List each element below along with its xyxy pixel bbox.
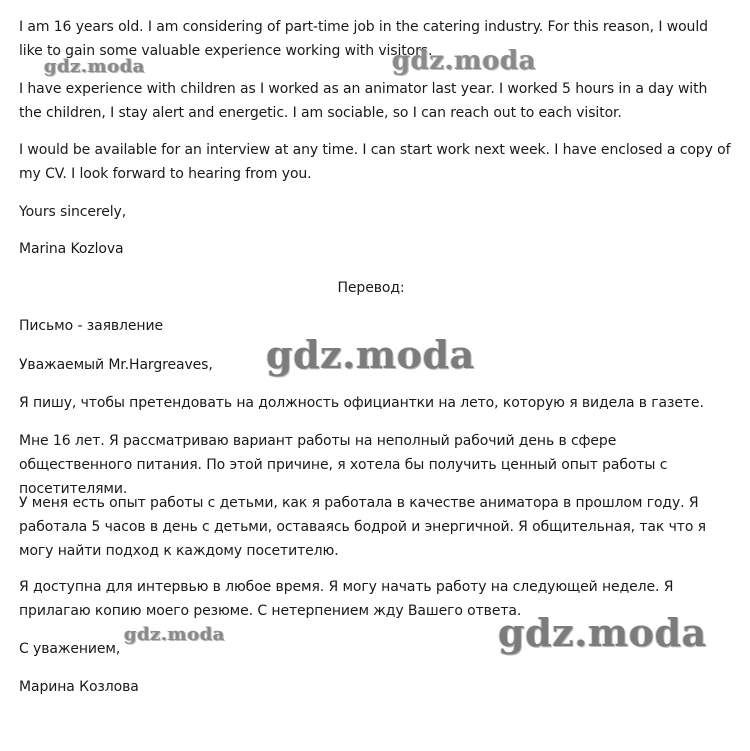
english-paragraph-2: I have experience with children as I worked as an animator last year. I worked 5 hours in a day with the children, I stay alert and energetic. I am sociable, so I can reach out to each visitor. [19,81,708,121]
russian-closing: С уважением, [19,641,121,657]
english-signature: Marina Kozlova [19,241,124,257]
watermark-logo: gdz.moda [392,46,537,76]
english-closing: Yours sincerely, [19,204,127,220]
english-paragraph-3: I would be available for an interview at any time. I can start work next week. I have enclosed a copy of my CV. I look forward to hearing from you. [19,142,731,182]
russian-letter-type: Письмо - заявление [19,318,163,334]
russian-paragraph-1: Я пишу, чтобы претендовать на должность официантки на лето, которую я видела в газете. [19,395,704,411]
watermark-logo: gdz.moda [124,624,225,645]
russian-paragraph-2: Мне 16 лет. Я рассматриваю вариант работы на неполный рабочий день в сфере общественного питания. По этой причине, я хотела бы получить ценный опыт работы с посетителями. [19,433,668,497]
watermark-logo: gdz.moda [44,56,145,77]
translation-heading: Перевод: [337,280,405,296]
watermark-logo: gdz.moda [266,332,475,377]
russian-signature: Марина Козлова [19,679,139,695]
english-paragraph-1: I am 16 years old. I am considering of part-time job in the catering industry. For this reason, I would like to gain some valuable experience working with visitors. [19,19,708,59]
russian-greeting: Уважаемый Mr.Hargreaves, [19,357,213,373]
russian-paragraph-3: У меня есть опыт работы с детьми, как я работала в качестве аниматора в прошлом году. Я работала 5 часов в день с детьми, оставаясь бодрой и энергичной. Я общительная, так что я могу найти подход к каждому посетителю. [19,495,706,559]
watermark-logo: gdz.moda [498,610,707,655]
russian-paragraph-4: Я доступна для интервью в любое время. Я могу начать работу на следующей неделе. Я прилагаю копию моего резюме. С нетерпением жду Вашего ответа. [19,579,674,619]
